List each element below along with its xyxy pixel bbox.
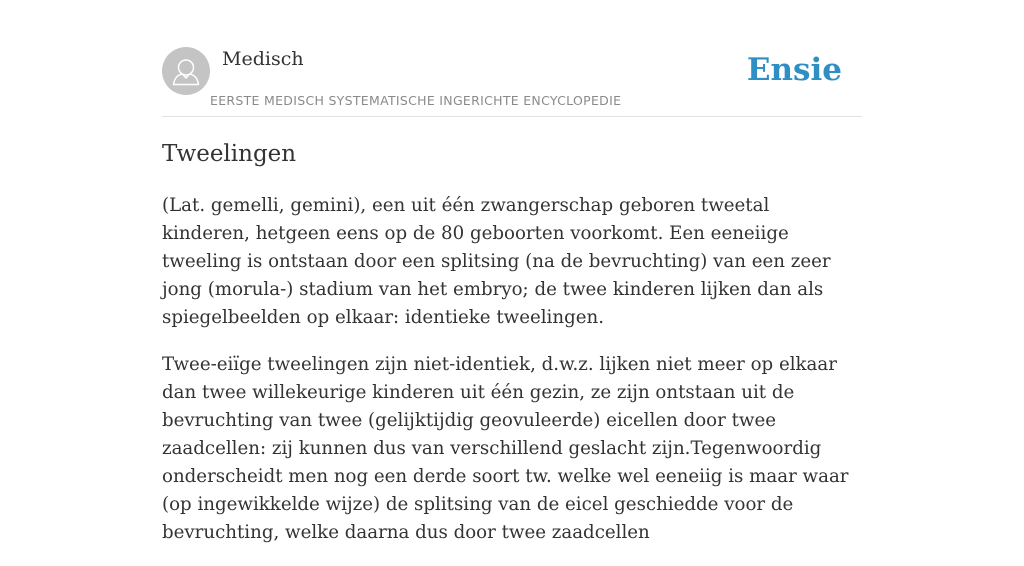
author-avatar[interactable] <box>162 47 210 95</box>
article-paragraph: (Lat. gemelli, gemini), een uit één zwangerschap geboren tweetal kinderen, hetgeen eens op de 80 geboorten voorkomt. Een eeneiige tweeling is ontstaan door een splitsing (na de bevruchting) van een zeer jong (morula-) stadium van het embryo; de twee kinderen lijken dan als spiegelbeelden op elkaar: identieke tweelingen. <box>162 195 831 328</box>
author-name[interactable]: Medisch <box>222 48 304 70</box>
user-silhouette-icon <box>162 47 210 95</box>
ensie-logo[interactable]: Ensie <box>746 52 842 88</box>
article-body <box>162 192 862 566</box>
page-container <box>162 0 862 543</box>
page-title: Tweelingen <box>162 141 297 167</box>
source-subtitle: EERSTE MEDISCH SYSTEMATISCHE INGERICHTE ENCYCLOPEDIE <box>210 93 622 108</box>
article-paragraph: Twee-eiïge tweelingen zijn niet-identiek, d.w.z. lijken niet meer op elkaar dan twee willekeurige kinderen uit één gezin, ze zijn ontstaan uit de bevruchting van twee (gelijktijdig geovuleerde) eicellen door twee zaadcellen: zij kunnen dus van verschillend geslacht zijn.Tegenwoordig onderscheidt men nog een derde soort tw. welke wel eeneiig is maar waar (op ingewikkelde wijze) de splitsing van de eicel geschiedde voor de bevruchting, welke daarna dus door twee zaadcellen <box>162 354 849 543</box>
header <box>162 0 862 117</box>
